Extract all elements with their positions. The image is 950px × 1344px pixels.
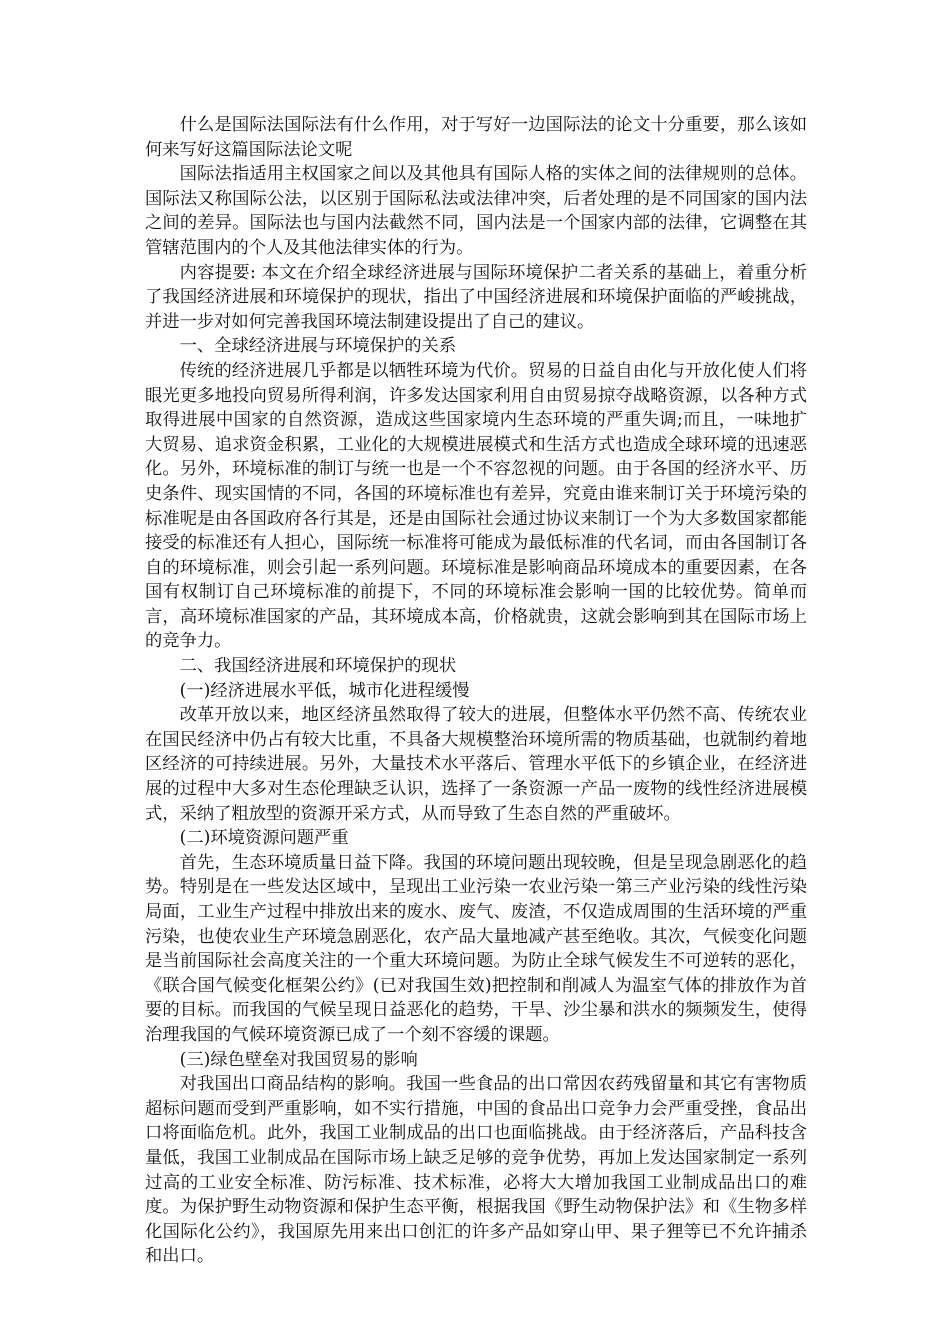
- section-1-paragraph: 传统的经济进展几乎都是以牺牲环境为代价。贸易的日益自由化与开放化使人们将眼光更多地投向贸易所得利润，许多发达国家利用自由贸易掠夺战略资源，以各种方式取得进展中国家的自然资源，造成这些国家境内生态环境的严重失调;而且，一味地扩大贸易、追求资金积累，工业化的大规模进展模式和生活方式也造成全球环境的迅速恶化。另外，环境标准的制订与统一也是一个不容忽视的问题。由于各国的经济水平、历史条件、现实国情的不同，各国的环境标准也有差异，究竟由谁来制订关于环境污染的标准呢是由各国政府各行其是，还是由国际社会通过协议来制订一个为大多数国家都能接受的标准还有人担心，国际统一标准将可能成为最低标准的代名词，而由各国制订各自的环境标准，则会引起一系列问题。环境标准是影响商品环境成本的重要因素，在各国有权制订自己环境标准的前提下，不同的环境标准会影响一国的比较优势。简单而言，高环境标准国家的产品，其环境成本高，价格就贵，这就会影响到其在国际市场上的竞争力。: [145, 360, 807, 652]
- subheading-2-3: (三)绿色壁垒对我国贸易的影响: [179, 1049, 418, 1070]
- section-heading-1: 一、全球经济进展与环境保护的关系: [179, 336, 457, 357]
- subheading-2-1: (一)经济进展水平低，城市化进程缓慢: [179, 680, 470, 701]
- definition-paragraph: 国际法指适用主权国家之间以及其他具有国际人格的实体之间的法律规则的总体。国际法又称国际公法，以区别于国际私法或法律冲突，后者处理的是不同国家的国内法之间的差异。国际法也与国内法截然不同，国内法是一个国家内部的法律，它调整在其管辖范围内的个人及其他法律实体的行为。: [145, 164, 807, 258]
- subsection-2-2-paragraph: 首先，生态环境质量日益下降。我国的环境问题出现较晚，但是呈现急剧恶化的趋势。特别是在一些发达区域中，呈现出工业污染一农业污染一第三产业污染的线性污染局面，工业生产过程中排放出来的废水、废气、废渣，不仅造成周围的生活环境的严重污染，也使农业生产环境急剧恶化，农产品大量地减产甚至绝收。其次，气候变化问题是当前国际社会高度关注的一个重大环境问题。为防止全球气候发生不可逆转的恶化，《联合国气候变化框架公约》(已对我国生效)把控制和削减人为温室气体的排放作为首要的目标。而我国的气候呈现日益恶化的趋势，干旱、沙尘暴和洪水的频频发生，使得治理我国的气候环境资源已成了一个刻不容缓的课题。: [145, 852, 807, 1045]
- intro-question: 什么是国际法国际法有什么作用，对于写好一边国际法的论文十分重要，那么该如何来写好这篇国际法论文呢: [145, 115, 807, 160]
- document-body: [145, 113, 807, 1269]
- subheading-2-2: (二)环境资源问题严重: [179, 828, 349, 849]
- subsection-2-3-paragraph: 对我国出口商品结构的影响。我国一些食品的出口常因农药残留量和其它有害物质超标问题而受到严重影响，如不实行措施，中国的食品出口竞争力会严重受挫，食品出口将面临危机。此外，我国工业制成品的出口也面临挑战。由于经济落后，产品科技含量低，我国工业制成品在国际市场上缺乏足够的竞争优势，再加上发达国家制定一系列过高的工业安全标准、防污标准、技术标准，必将大大增加我国工业制成品出口的难度。为保护野生动物资源和保护生态平衡，根据我国《野生动物保护法》和《生物多样化国际化公约》，我国原先用来出口创汇的许多产品如穿山甲、果子狸等已不允许捕杀和出口。: [145, 1074, 807, 1267]
- abstract-paragraph: 内容提要: 本文在介绍全球经济进展与国际环境保护二者关系的基础上，着重分析了我国经济进展和环境保护的现状，指出了中国经济进展和环境保护面临的严峻挑战，并进一步对如何完善我国环境法制建设提出了自己的建议。: [145, 262, 807, 332]
- section-heading-2: 二、我国经济进展和环境保护的现状: [179, 656, 457, 677]
- subsection-2-1-paragraph: 改革开放以来，地区经济虽然取得了较大的进展，但整体水平仍然不高、传统农业在国民经济中仍占有较大比重，不具备大规模整治环境所需的物质基础，也就制约着地区经济的可持续进展。另外，大量技术水平落后、管理水平低下的乡镇企业，在经济进展的过程中大多对生态伦理缺乏认识，选择了一条资源一产品一废物的线性经济进展模式，采纳了粗放型的资源开采方式，从而导致了生态自然的严重破坏。: [145, 705, 807, 824]
